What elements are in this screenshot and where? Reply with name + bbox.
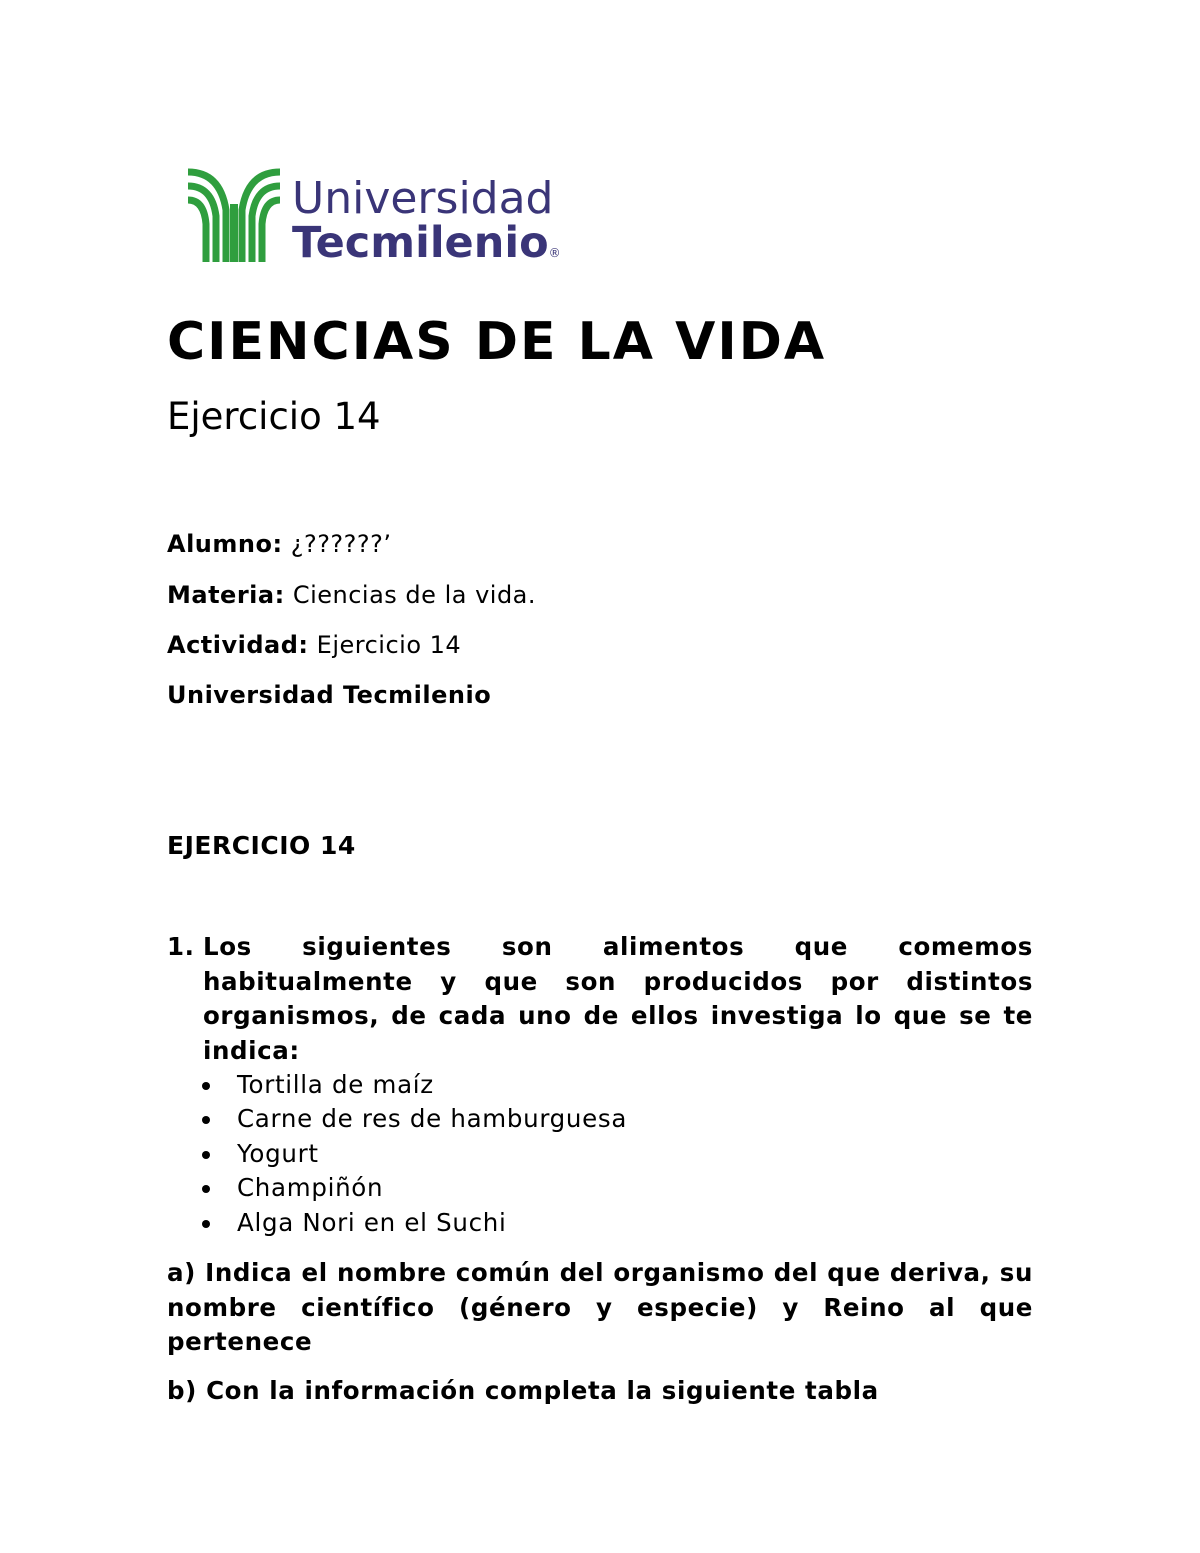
page-subtitle: Ejercicio 14 <box>167 395 381 438</box>
foods-list <box>198 1068 627 1240</box>
info-alumno <box>167 528 392 560</box>
registered-mark: ® <box>548 246 561 260</box>
question-1 <box>167 930 1033 1068</box>
tecmilenio-arches-icon <box>186 164 282 264</box>
list-item: Alga Nori en el Suchi <box>198 1206 627 1240</box>
bullet-icon <box>202 1082 210 1090</box>
section-heading: EJERCICIO 14 <box>167 831 356 860</box>
list-item: Tortilla de maíz <box>198 1068 627 1102</box>
bullet-icon <box>202 1151 210 1159</box>
actividad-value: Ejercicio 14 <box>316 631 462 659</box>
list-item: Yogurt <box>198 1137 627 1171</box>
materia-label: Materia: <box>167 581 285 609</box>
alumno-value: ¿??????’ <box>290 530 392 558</box>
bullet-icon <box>202 1220 210 1228</box>
list-item: Carne de res de hamburguesa <box>198 1102 627 1136</box>
university-name: Universidad Tecmilenio <box>167 681 492 709</box>
info-actividad <box>167 629 461 661</box>
part-b-instruction: b) Con la información completa la siguiente tabla <box>167 1376 879 1405</box>
alumno-label: Alumno: <box>167 530 283 558</box>
part-a-instruction: a) Indica el nombre común del organismo del que deriva, su nombre científico (género y especie) y Reino al que pertenece <box>167 1258 1033 1356</box>
info-materia <box>167 579 536 611</box>
logo-text-universidad: Universidad <box>292 173 554 224</box>
university-logo <box>186 164 561 268</box>
actividad-label: Actividad: <box>167 631 309 659</box>
bullet-icon <box>202 1116 210 1124</box>
question-1-text: Los siguientes son alimentos que comemos habitualmente y que son producidos por distintos organismos, de cada uno de ellos investiga lo que se te indica: <box>203 932 1033 1065</box>
page-title: CIENCIAS DE LA VIDA <box>167 312 827 372</box>
materia-value: Ciencias de la vida. <box>292 581 537 609</box>
bullet-icon <box>202 1185 210 1193</box>
logo-text-tecmilenio: Tecmilenio® <box>292 218 561 268</box>
list-item: Champiñón <box>198 1171 627 1205</box>
info-university <box>167 679 491 711</box>
question-1-number: 1. <box>167 932 195 961</box>
